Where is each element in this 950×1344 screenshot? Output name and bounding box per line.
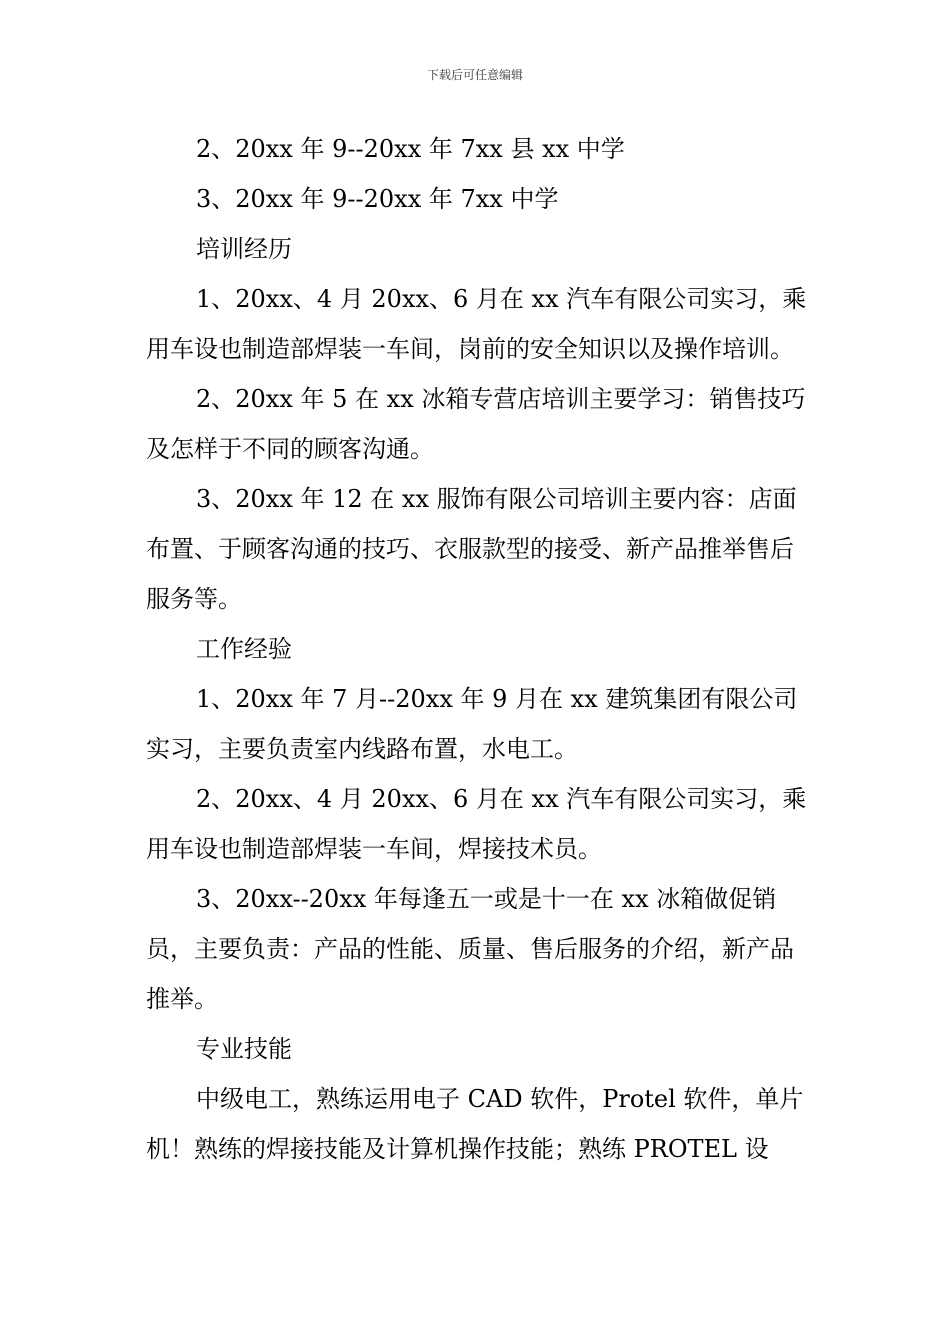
paragraph: 中级电工，熟练运用电子 CAD 软件，Protel 软件，单片机！熟练的焊接技能及计算机操作技能；熟练 PROTEL 设 bbox=[146, 1085, 804, 1163]
paragraph: 3、20xx--20xx 年每逢五一或是十一在 xx 冰箱做促销员，主要负责：产品的性能、质量、售后服务的介绍，新产品推举。 bbox=[146, 885, 794, 1013]
section-heading-skills: 专业技能 bbox=[196, 1035, 292, 1063]
paragraph: 1、20xx、4 月 20xx、6 月在 xx 汽车有限公司实习，乘用车设也制造部焊装一车间，岗前的安全知识以及操作培训。 bbox=[146, 285, 807, 363]
paragraph: 2、20xx、4 月 20xx、6 月在 xx 汽车有限公司实习，乘用车设也制造部焊装一车间，焊接技术员。 bbox=[146, 785, 807, 863]
paragraph: 2、20xx 年 9--20xx 年 7xx 县 xx 中学 bbox=[196, 135, 625, 163]
section-heading-training: 培训经历 bbox=[196, 235, 292, 263]
page-header: 下载后可任意编辑 bbox=[426, 68, 523, 82]
paragraph: 2、20xx 年 5 在 xx 冰箱专营店培训主要学习：销售技巧及怎样于不同的顾客沟通。 bbox=[146, 385, 806, 463]
paragraph: 3、20xx 年 9--20xx 年 7xx 中学 bbox=[196, 185, 559, 213]
paragraph: 1、20xx 年 7 月--20xx 年 9 月在 xx 建筑集团有限公司实习，主要负责室内线路布置，水电工。 bbox=[146, 685, 798, 763]
paragraph: 3、20xx 年 12 在 xx 服饰有限公司培训主要内容：店面布置、于顾客沟通的技巧、衣服款型的接受、新产品推举售后服务等。 bbox=[146, 485, 797, 613]
section-heading-work-experience: 工作经验 bbox=[196, 635, 292, 663]
document-body bbox=[146, 124, 810, 1174]
